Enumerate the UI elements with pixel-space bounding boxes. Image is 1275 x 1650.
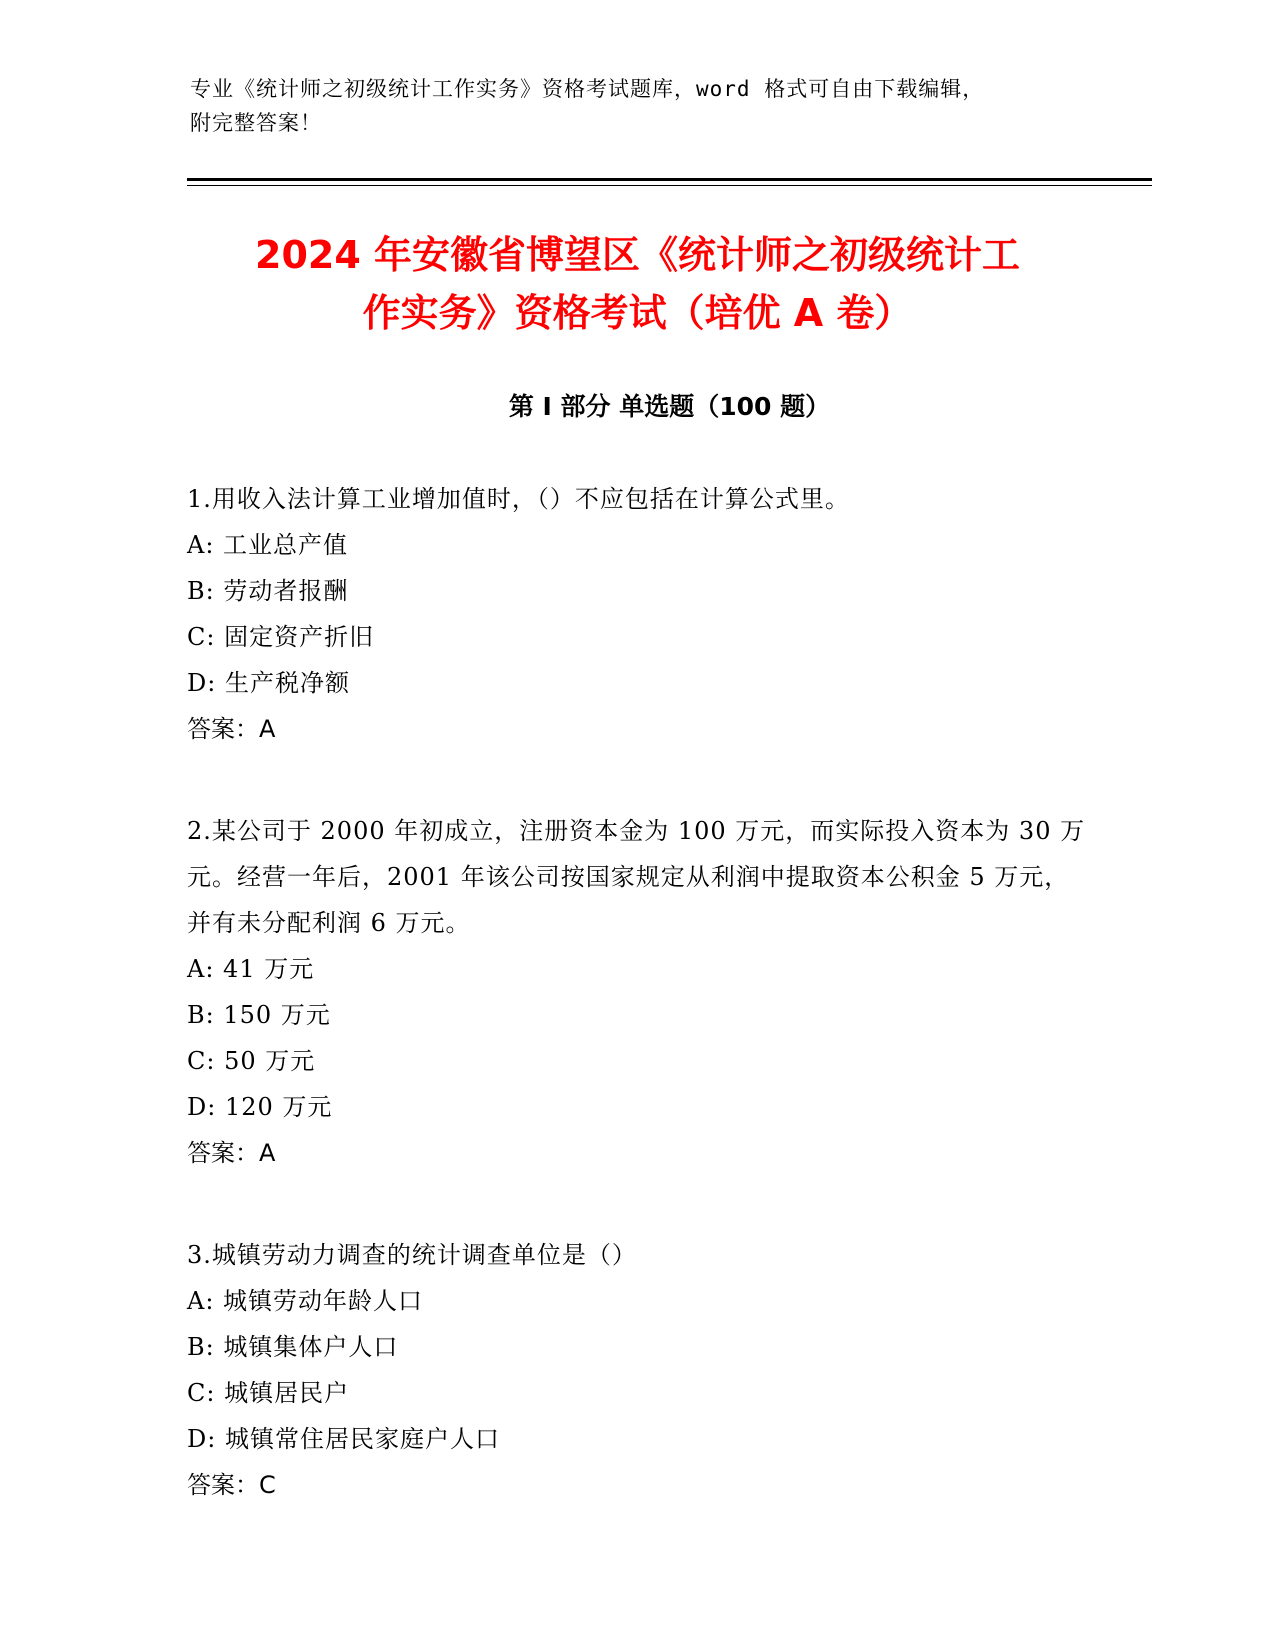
answer: 答案：A bbox=[187, 715, 276, 743]
option-b: B: 劳动者报酬 bbox=[187, 577, 349, 605]
question-1 bbox=[187, 476, 1087, 752]
option-d: D: 生产税净额 bbox=[187, 669, 350, 697]
header-note bbox=[190, 72, 1090, 140]
question-stem: 2.某公司于 2000 年初成立，注册资本金为 100 万元，而实际投入资本为 30 万元。经营一年后，2001 年该公司按国家规定从利润中提取资本公积金 5 万元，并有未分配利润 6 万元。 bbox=[187, 817, 1086, 937]
option-d: D: 城镇常住居民家庭户人口 bbox=[187, 1425, 500, 1453]
option-a: A: 工业总产值 bbox=[187, 531, 349, 559]
option-b: B: 150 万元 bbox=[187, 1001, 331, 1029]
document-title bbox=[150, 226, 1125, 342]
option-d: D: 120 万元 bbox=[187, 1093, 333, 1121]
answer: 答案：A bbox=[187, 1139, 276, 1167]
header-note-line-1: 专业《统计师之初级统计工作实务》资格考试题库，word 格式可自由下载编辑， bbox=[190, 77, 985, 101]
question-stem: 1.用收入法计算工业增加值时，（）不应包括在计算公式里。 bbox=[187, 485, 850, 513]
question-3 bbox=[187, 1232, 1087, 1508]
option-c: C: 50 万元 bbox=[187, 1047, 316, 1075]
option-a: A: 41 万元 bbox=[187, 955, 315, 983]
question-list bbox=[187, 476, 1087, 1564]
option-a: A: 城镇劳动年龄人口 bbox=[187, 1287, 424, 1315]
document-title-line-1: 2024 年安徽省博望区《统计师之初级统计工 bbox=[255, 233, 1020, 277]
header-divider-thick bbox=[187, 178, 1152, 181]
option-c: C: 固定资产折旧 bbox=[187, 623, 375, 651]
answer: 答案：C bbox=[187, 1471, 276, 1499]
header-note-line-2: 附完整答案！ bbox=[190, 111, 322, 135]
option-c: C: 城镇居民户 bbox=[187, 1379, 350, 1407]
option-b: B: 城镇集体户人口 bbox=[187, 1333, 399, 1361]
question-stem: 3.城镇劳动力调查的统计调查单位是（） bbox=[187, 1241, 637, 1269]
question-2 bbox=[187, 808, 1087, 1176]
header-divider-thin bbox=[187, 185, 1152, 186]
section-heading: 第 I 部分 单选题（100 题） bbox=[508, 392, 831, 421]
document-title-line-2: 作实务》资格考试（培优 A 卷） bbox=[362, 291, 913, 335]
